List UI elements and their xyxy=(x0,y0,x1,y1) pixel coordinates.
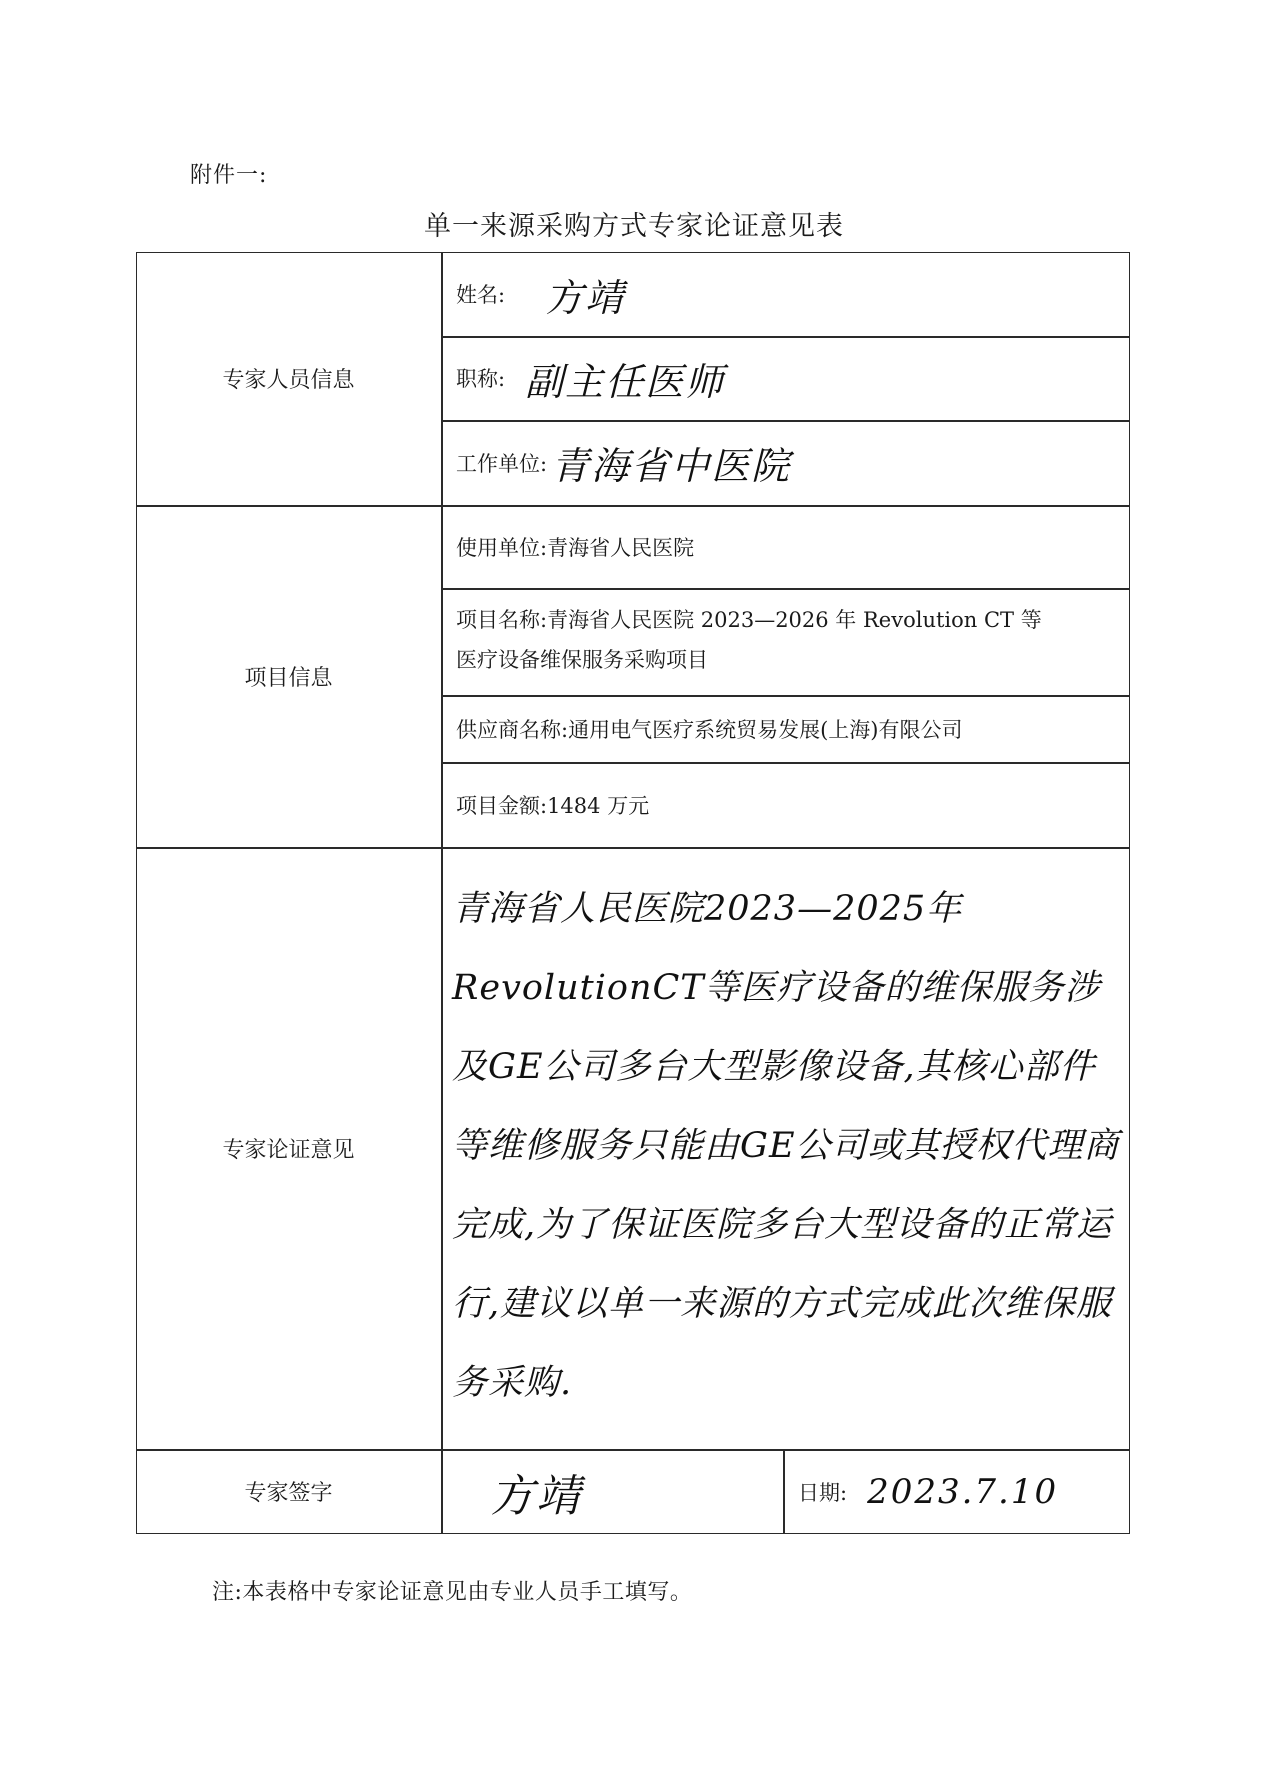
signature-label: 专家签字 xyxy=(244,1481,333,1506)
amount-field: 项目金额:1484 万元 xyxy=(456,793,650,818)
date-handwritten-value: 2023.7.10 xyxy=(867,1471,1059,1512)
title-label: 职称: xyxy=(456,367,506,391)
employer-handwritten-value: 青海省中医院 xyxy=(551,444,792,488)
title-handwritten-value: 副主任医师 xyxy=(525,359,726,404)
user-unit-field: 使用单位:青海省人民医院 xyxy=(456,535,695,560)
project-name-field xyxy=(456,600,1126,680)
date-label: 日期: xyxy=(798,1480,848,1505)
attachment-label: 附件一: xyxy=(190,163,268,188)
name-label: 姓名: xyxy=(456,283,506,307)
opinion-handwritten-text: 青海省人民医院2023—2025年RevolutionCT等医疗设备的维保服务涉及GE公司多台大型影像设备,其核心部件等维修服务只能由GE公司或其授权代理商完成,为了保证医院多台大型设备的正常运行,建议以单一来源的方式完成此次维保服务采购. xyxy=(452,889,1120,1403)
name-handwritten-value: 方靖 xyxy=(545,275,626,320)
title-field xyxy=(456,336,725,420)
row-divider xyxy=(443,588,1129,590)
expert-info-label: 专家人员信息 xyxy=(222,368,355,393)
footer-note: 注:本表格中专家论证意见由专业人员手工填写。 xyxy=(212,1580,693,1605)
signature-handwritten: 方靖 xyxy=(490,1470,582,1522)
column-divider xyxy=(441,252,443,1534)
column-divider xyxy=(783,1449,785,1534)
employer-label: 工作单位: xyxy=(456,451,548,476)
project-name-line1: 项目名称:青海省人民医院 2023—2026 年 Revolution CT 等 xyxy=(456,608,1042,632)
opinion-label: 专家论证意见 xyxy=(222,1137,355,1163)
form-title: 单一来源采购方式专家论证意见表 xyxy=(424,211,844,242)
supplier-field: 供应商名称:通用电气医疗系统贸易发展(上海)有限公司 xyxy=(456,717,963,742)
date-field xyxy=(798,1449,1058,1534)
name-field xyxy=(456,252,625,336)
employer-field xyxy=(456,420,791,505)
project-name-line2: 医疗设备维保服务采购项目 xyxy=(456,648,708,672)
project-info-label: 项目信息 xyxy=(244,665,333,691)
